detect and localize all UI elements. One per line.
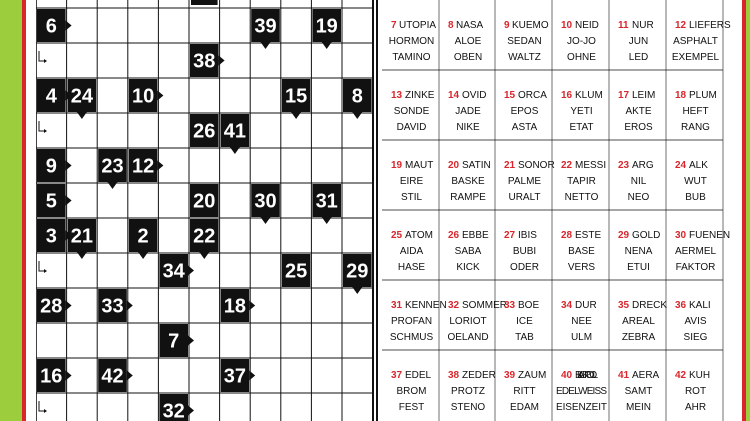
word-entry: AREAL <box>622 316 655 327</box>
word-entry: WUT <box>684 176 707 187</box>
grid-number: 24 <box>70 85 94 108</box>
word-group <box>504 370 546 413</box>
arrow-right-icon <box>66 301 72 311</box>
word-group <box>675 300 711 343</box>
grid-number: 16 <box>40 365 63 388</box>
word-entry: KUEMO <box>512 20 549 31</box>
word-group <box>504 300 539 343</box>
word-group <box>391 370 432 413</box>
grid-number: 33 <box>101 295 124 318</box>
word-group <box>504 20 549 63</box>
word-entry: ZEDER <box>462 370 496 381</box>
word-group <box>561 230 601 273</box>
word-entry: LORIOT <box>449 316 487 327</box>
arrow-right-icon <box>157 91 163 101</box>
word-entry: KUH <box>689 370 711 381</box>
arrow-right-icon <box>219 56 225 66</box>
word-group-number: 33 <box>504 300 516 311</box>
word-entry: STIL <box>400 192 423 203</box>
word-entry: ZINKE <box>405 90 435 101</box>
word-entry: DRECK <box>632 300 668 311</box>
word-entry: BASKE <box>451 176 485 187</box>
word-entry: SCHMUS <box>389 332 434 343</box>
word-entry: SONDE <box>393 106 430 117</box>
arrow-right-icon <box>66 371 72 381</box>
word-group-number: 30 <box>675 230 687 241</box>
word-entry: EXEMPEL <box>671 52 720 63</box>
word-entry: BUBI <box>512 246 537 257</box>
grid-number: 5 <box>45 190 57 213</box>
arrow-down-icon <box>138 252 148 259</box>
word-group <box>618 160 654 203</box>
word-entry: AERA <box>632 370 660 381</box>
grid-number: 12 <box>131 155 155 178</box>
arrow-right-icon <box>127 301 133 311</box>
word-group <box>390 300 447 343</box>
word-entry: ATOM <box>405 230 433 241</box>
arrow-right-icon <box>188 336 194 346</box>
word-entry: AKTE <box>625 106 652 117</box>
word-group <box>504 90 547 133</box>
number-cell <box>190 114 219 147</box>
word-entry: KALI <box>689 300 711 311</box>
word-entry: KICK <box>456 262 480 273</box>
word-group-number: 41 <box>618 370 630 381</box>
word-entry: EPOS <box>510 106 539 117</box>
word-group-number: 22 <box>561 160 573 171</box>
word-entry: AERMEL <box>674 246 717 257</box>
word-group <box>556 370 607 413</box>
word-entry: NEID <box>575 20 599 31</box>
word-entry: OHNE <box>567 52 596 63</box>
word-group <box>504 230 539 273</box>
word-group-number: 40 <box>561 370 573 381</box>
word-entry: ETAT <box>569 122 594 133</box>
word-group-number: 11 <box>618 20 629 31</box>
arrow-down-icon <box>77 252 87 259</box>
grid-number: 28 <box>40 295 63 318</box>
word-group <box>448 160 491 203</box>
word-group <box>391 230 433 273</box>
word-group-number: 29 <box>618 230 630 241</box>
word-entry: HEFT <box>682 106 709 117</box>
word-entry: NASA <box>456 20 484 31</box>
grid-number: 34 <box>162 260 185 283</box>
word-list <box>382 0 742 421</box>
arrow-down-icon <box>352 112 362 119</box>
word-group-number: 31 <box>391 300 403 311</box>
arrow-right-icon <box>249 301 255 311</box>
direction-hook-arrow-icon <box>44 409 47 413</box>
grid-number: 15 <box>284 85 308 108</box>
arrow-down-icon <box>352 287 362 294</box>
word-entry: AVIS <box>684 316 707 327</box>
word-entry: LEIM <box>632 90 656 101</box>
word-entry: ICE <box>516 316 533 327</box>
arrow-down-icon <box>199 252 209 259</box>
word-group-number: 13 <box>391 90 403 101</box>
word-entry: MESSI <box>575 160 607 171</box>
grid-number: 23 <box>101 155 124 178</box>
word-group-number: 32 <box>448 300 460 311</box>
word-entry: BLACKPOOL <box>575 370 598 381</box>
word-group-number: 15 <box>504 90 516 101</box>
word-entry: OVID <box>462 90 487 101</box>
word-group <box>618 300 667 343</box>
word-entry: GOLD <box>632 230 661 241</box>
word-entry: BASE <box>568 246 595 257</box>
word-entry: NIL <box>630 176 647 187</box>
word-group-number: 12 <box>675 20 687 31</box>
word-entry: HORMON <box>388 36 435 47</box>
word-group <box>389 20 437 63</box>
grid-number: 38 <box>193 50 216 73</box>
grid-number: 30 <box>254 190 277 213</box>
word-entry: SATIN <box>462 160 491 171</box>
word-entry: PROFAN <box>390 316 433 327</box>
word-entry: ODER <box>510 262 539 273</box>
grid-number: 9 <box>45 155 57 178</box>
arrow-down-icon <box>322 217 332 224</box>
grid-number: 2 <box>137 225 149 248</box>
word-entry: ULM <box>570 332 593 343</box>
arrow-right-icon <box>249 371 255 381</box>
word-entry: UTOPIA <box>399 20 437 31</box>
word-entry: BUB <box>685 192 706 203</box>
grid-number: 39 <box>254 15 277 38</box>
word-group-number: 10 <box>561 20 573 31</box>
word-group-number: 27 <box>504 230 516 241</box>
word-entry: ASTA <box>511 122 538 133</box>
arrow-down-icon <box>108 182 118 189</box>
word-group-number: 36 <box>675 300 687 311</box>
word-entry: DAVID <box>396 122 427 133</box>
word-entry: ALK <box>689 160 708 171</box>
arrow-right-icon <box>188 266 194 276</box>
word-group-number: 21 <box>504 160 516 171</box>
word-group <box>561 300 597 343</box>
puzzle-grid <box>36 0 372 421</box>
word-group <box>618 20 654 63</box>
word-group-number: 9 <box>504 20 510 31</box>
word-entry: OBEN <box>453 52 483 63</box>
word-group <box>675 160 708 203</box>
word-entry: DUR <box>575 300 597 311</box>
word-group <box>675 230 730 273</box>
word-entry: KENNEN <box>405 300 447 311</box>
word-entry: MAUT <box>405 160 434 171</box>
word-entry: KLUM <box>575 90 603 101</box>
word-group <box>561 90 603 133</box>
grid-number: 4 <box>45 85 57 108</box>
arrow-right-icon <box>66 196 72 206</box>
word-group <box>561 160 606 203</box>
word-group-number: 18 <box>675 90 687 101</box>
word-entry: ZAUM <box>518 370 547 381</box>
word-group <box>672 20 731 63</box>
word-entry: SOMMER <box>462 300 507 311</box>
word-entry: PLUM <box>689 90 717 101</box>
word-group <box>391 160 433 203</box>
word-group-number: 34 <box>561 300 573 311</box>
grid-number: 7 <box>168 330 180 353</box>
word-entry: URALT <box>508 192 541 203</box>
word-entry: JUN <box>628 36 649 47</box>
right-red-edge <box>742 0 746 421</box>
word-entry: ASPHALT <box>673 36 718 47</box>
grid-number: 3 <box>45 225 57 248</box>
word-entry: PROTZ <box>451 386 485 397</box>
arrow-down-icon <box>322 42 332 49</box>
word-entry: PALME <box>507 176 542 187</box>
word-entry: NENA <box>624 246 653 257</box>
word-entry: ETUI <box>627 262 650 273</box>
word-entry: EDELWEISS <box>556 386 607 397</box>
word-group <box>675 370 710 413</box>
word-entry: STENO <box>450 402 486 413</box>
word-entry: RAMPE <box>450 192 486 203</box>
grid-number: 37 <box>223 365 247 388</box>
word-entry: TAPIR <box>567 176 596 187</box>
word-entry: NEE <box>571 316 592 327</box>
grid-number: 10 <box>131 85 155 108</box>
word-group <box>448 230 489 273</box>
word-group-number: 25 <box>391 230 403 241</box>
word-group <box>447 300 507 343</box>
number-cell <box>282 254 311 287</box>
word-entry: ORCA <box>518 90 547 101</box>
word-group <box>618 370 660 413</box>
word-entry: ARG <box>632 160 654 171</box>
grid-number: 26 <box>193 120 216 143</box>
word-entry: YETI <box>570 106 593 117</box>
word-entry: NUR <box>632 20 654 31</box>
word-entry: OELAND <box>447 332 489 343</box>
word-group-number: 37 <box>391 370 403 381</box>
word-entry: AIDA <box>399 246 424 257</box>
word-entry: JADE <box>455 106 481 117</box>
word-group-number: 16 <box>561 90 573 101</box>
grid-number: 29 <box>346 260 369 283</box>
word-entry: IBIS <box>518 230 537 241</box>
word-group <box>618 90 655 133</box>
direction-hook-arrow-icon <box>44 59 47 63</box>
word-group-number: 35 <box>618 300 630 311</box>
word-entry: NEO <box>627 192 650 203</box>
black-cell <box>191 0 218 5</box>
word-group <box>675 90 717 133</box>
word-entry: WALTZ <box>508 52 541 63</box>
grid-number: 31 <box>315 190 338 213</box>
word-entry: NETTO <box>564 192 599 203</box>
word-list-panel <box>382 0 742 421</box>
word-entry: TAB <box>515 332 534 343</box>
word-group-number: 23 <box>618 160 630 171</box>
arrow-down-icon <box>261 42 271 49</box>
word-entry: MEIN <box>626 402 651 413</box>
word-entry: AHR <box>684 402 707 413</box>
word-entry: FEST <box>398 402 425 413</box>
word-entry: EISENZEIT <box>556 402 607 413</box>
word-entry: SEDAN <box>507 36 542 47</box>
grid-number: 42 <box>101 365 124 388</box>
grid-number: 20 <box>193 190 216 213</box>
word-entry: VERS <box>567 262 596 273</box>
word-group <box>618 230 660 273</box>
grid-number: 32 <box>162 400 185 421</box>
word-group-number: 39 <box>504 370 516 381</box>
word-group <box>448 90 486 133</box>
word-entry: BOE <box>518 300 540 311</box>
word-group-number: 28 <box>561 230 573 241</box>
word-entry: RANG <box>681 122 710 133</box>
word-entry: EBBE <box>462 230 489 241</box>
word-group-number: 26 <box>448 230 460 241</box>
word-entry: EDEL <box>405 370 432 381</box>
word-entry: FAKTOR <box>675 262 716 273</box>
arrow-right-icon <box>157 161 163 171</box>
word-entry: FUENEN <box>689 230 731 241</box>
word-group-number: 19 <box>391 160 403 171</box>
word-group-number: 42 <box>675 370 687 381</box>
word-group-number: 17 <box>618 90 630 101</box>
arrow-down-icon <box>291 112 301 119</box>
word-group-number: 8 <box>448 20 454 31</box>
word-entry: ESTE <box>575 230 602 241</box>
word-entry: EIRE <box>399 176 424 187</box>
arrow-down-icon <box>230 147 240 154</box>
word-entry: SIEG <box>683 332 708 343</box>
direction-hook-arrow-icon <box>44 129 47 133</box>
grid-number: 21 <box>70 225 94 248</box>
arrow-right-icon <box>66 161 72 171</box>
word-group <box>448 20 484 63</box>
word-entry: LIEFERS <box>689 20 731 31</box>
word-entry: ALOE <box>454 36 482 47</box>
word-entry: RITT <box>513 386 536 397</box>
panel-divider <box>372 0 378 421</box>
number-cell <box>190 184 219 217</box>
word-entry: HASE <box>397 262 426 273</box>
word-entry: EROS <box>624 122 653 133</box>
word-group <box>561 20 599 63</box>
word-entry: JO-JO <box>567 36 596 47</box>
grid-number: 8 <box>351 85 363 108</box>
arrow-right-icon <box>188 406 194 416</box>
word-entry: SABA <box>454 246 482 257</box>
arrow-down-icon <box>77 112 87 119</box>
word-entry: EDAM <box>510 402 539 413</box>
word-group <box>504 160 555 203</box>
grid-number: 22 <box>193 225 216 248</box>
arrow-down-icon <box>261 217 271 224</box>
word-entry: SAMT <box>624 386 653 397</box>
word-group <box>448 370 496 413</box>
grid-number: 6 <box>45 15 57 38</box>
word-entry: NIKE <box>456 122 480 133</box>
word-group-number: 24 <box>675 160 687 171</box>
word-entry: BROM <box>396 386 427 397</box>
word-group-number: 20 <box>448 160 460 171</box>
word-entry: LED <box>628 52 649 63</box>
word-group <box>391 90 435 133</box>
word-entry: ZEBRA <box>621 332 656 343</box>
grid-number: 18 <box>223 295 247 318</box>
word-entry: TAMINO <box>392 52 431 63</box>
direction-hook-arrow-icon <box>44 269 47 273</box>
word-entry: SONOR <box>518 160 555 171</box>
arrow-right-icon <box>127 371 133 381</box>
word-group-number: 7 <box>391 20 397 31</box>
grid-number: 25 <box>284 260 308 283</box>
grid-number: 41 <box>223 120 247 143</box>
grid-number: 19 <box>315 15 338 38</box>
arrow-right-icon <box>66 21 72 31</box>
word-group-number: 38 <box>448 370 460 381</box>
word-group-number: 14 <box>448 90 460 101</box>
word-entry: ROT <box>684 386 707 397</box>
